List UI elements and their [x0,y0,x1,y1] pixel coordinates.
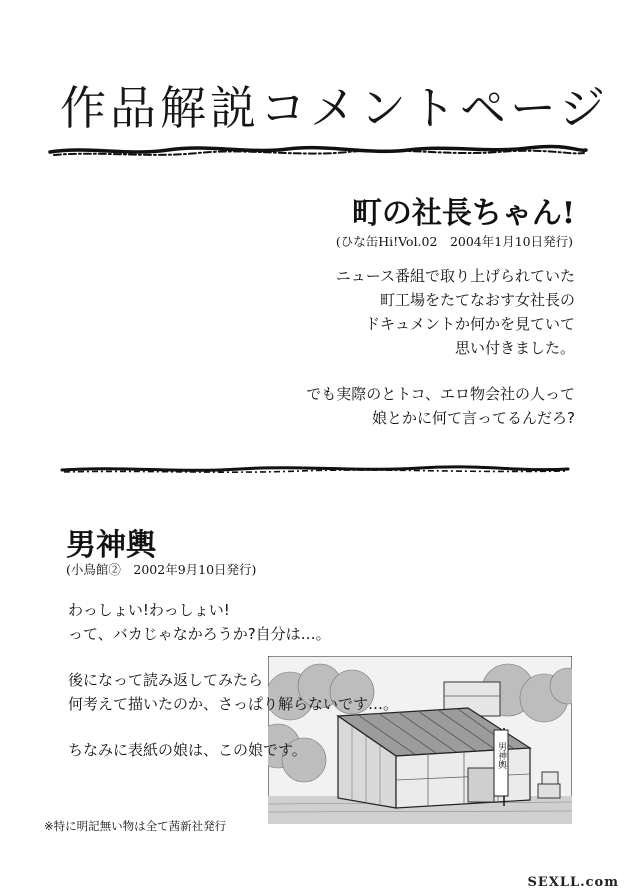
title-underline-scribble [48,140,588,162]
comment-line: ドキュメントか何かを見ていて [364,315,575,333]
work-comment-2-part-2 [68,668,398,762]
banner-text: 男神輿 [496,742,506,769]
work-meta-2: (小鳥館② 2002年9月10日発行) [66,562,257,577]
paragraph-gap [306,360,575,382]
comment-line: 後になって読み返してみたら [68,671,264,689]
paragraph-gap [68,716,398,738]
work-title-2: 男神輿 [66,528,156,563]
comment-line: ちなみに表紙の娘は、この娘です。 [68,741,307,759]
comment-line: ニュース番組で取り上げられていた [335,267,575,285]
comment-line: わっしょい!わっしょい! [68,601,230,619]
comment-line: 娘とかに何て言ってるんだろ? [372,409,575,427]
section-divider-scribble [60,462,570,478]
comment-line: 何考えて描いたのか、さっぱり解らないです…。 [68,695,399,713]
work-title-1: 町の社長ちゃん! [351,196,575,231]
footnote: ※特に明記無い物は全て茜新社発行 [44,819,227,833]
work-comment-1 [306,264,575,430]
comment-line: でも実際のとトコ、エロ物会社の人って [306,385,575,403]
comment-line: 町工場をたてなおす女社長の [379,291,575,309]
work-meta-1: (ひな缶Hi!Vol.02 2004年1月10日発行) [335,234,573,249]
comment-line: って、バカじゃなかろうか?自分は…。 [68,625,331,643]
page-title: 作品解説コメントページ [60,81,610,135]
work-comment-2-part-1 [68,598,331,646]
comment-line: 思い付きました。 [454,339,575,357]
watermark-logo: SEXLL.com [527,875,619,890]
